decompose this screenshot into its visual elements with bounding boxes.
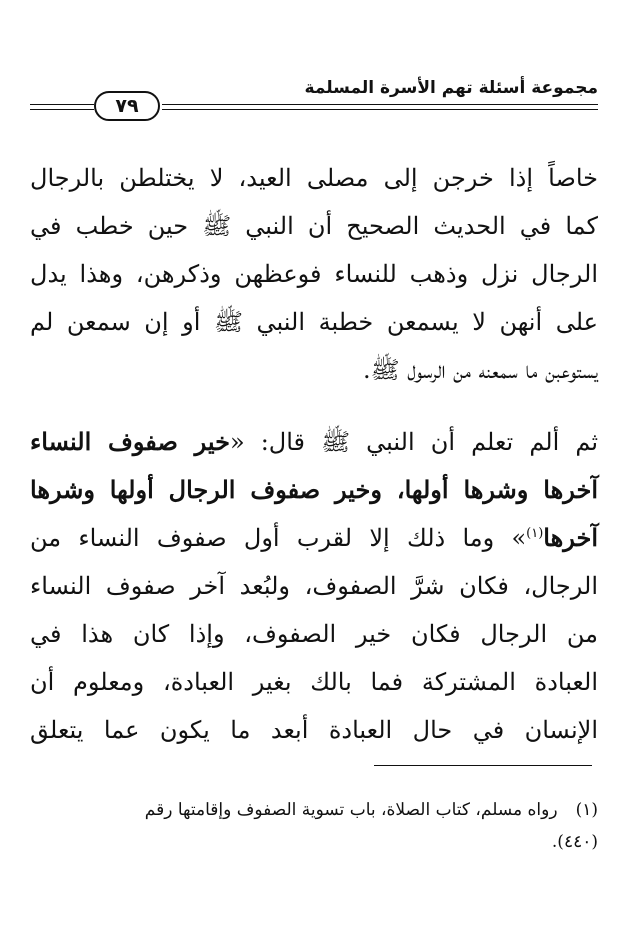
text-line: على أنهن لا يسمعن خطبة النبي ﷺ أو إن سمعن لم xyxy=(30,308,599,336)
text-line: الإنسان في حال العبادة أبعد ما يكون عما يتعلق xyxy=(30,716,598,744)
text-plain: ثم ألم تعلم أن النبي ﷺ قال: « xyxy=(229,428,598,456)
footnote-number: (١) xyxy=(575,800,598,820)
header-rule-left xyxy=(30,104,94,105)
text-line: الرجال نزل وذهب للنساء فوعظهن وذكرهن، وهذا يدل xyxy=(30,260,598,288)
header-rule-left-double xyxy=(30,109,94,110)
footnote-text: رواه مسلم، كتاب الصلاة، باب تسوية الصفوف وإقامتها رقم xyxy=(144,800,558,820)
text-line xyxy=(30,418,598,466)
running-title: مجموعة أسئلة تهم الأسرة المسلمة xyxy=(304,78,598,98)
text-plain: » وما ذلك إلا لقرب أول صفوف النساء من xyxy=(30,524,527,552)
text-line: الرجال، فكان شرَّ الصفوف، ولبُعد آخر صفوف النساء xyxy=(30,572,598,600)
footnote-separator xyxy=(374,765,592,766)
footnote-line: (٤٤٠). xyxy=(551,832,598,852)
paragraph-2 xyxy=(30,418,598,754)
header-rule-right-double xyxy=(162,109,598,110)
footnote-line xyxy=(30,794,598,826)
hadith-quote-line: آخرها وشرها أولها، وخير صفوف الرجال أولها وشرها xyxy=(30,475,598,504)
text-line: من الرجال فكان خير الصفوف، وإذا كان هذا في xyxy=(30,620,598,648)
hadith-quote: خير صفوف النساء xyxy=(30,427,230,456)
text-line: كما في الحديث الصحيح أن النبي ﷺ حين خطب في xyxy=(30,212,598,240)
text-line: خاصاً إذا خرجن إلى مصلى العيد، لا يختلطن بالرجال xyxy=(30,164,598,192)
header-rule-right xyxy=(162,104,598,105)
footnote-reference[interactable]: (١) xyxy=(526,526,544,541)
footnote xyxy=(30,794,598,858)
hadith-quote: آخرها xyxy=(543,523,598,552)
page-number: ٧٩ xyxy=(94,91,160,121)
text-line xyxy=(30,514,598,562)
paragraph-1 xyxy=(30,154,598,394)
text-line: يستوعبن ما سمعنه من الرسول ﷺ. xyxy=(362,356,598,384)
text-line: العبادة المشتركة فما بالك بغير العبادة، ومعلوم أن xyxy=(30,668,598,696)
